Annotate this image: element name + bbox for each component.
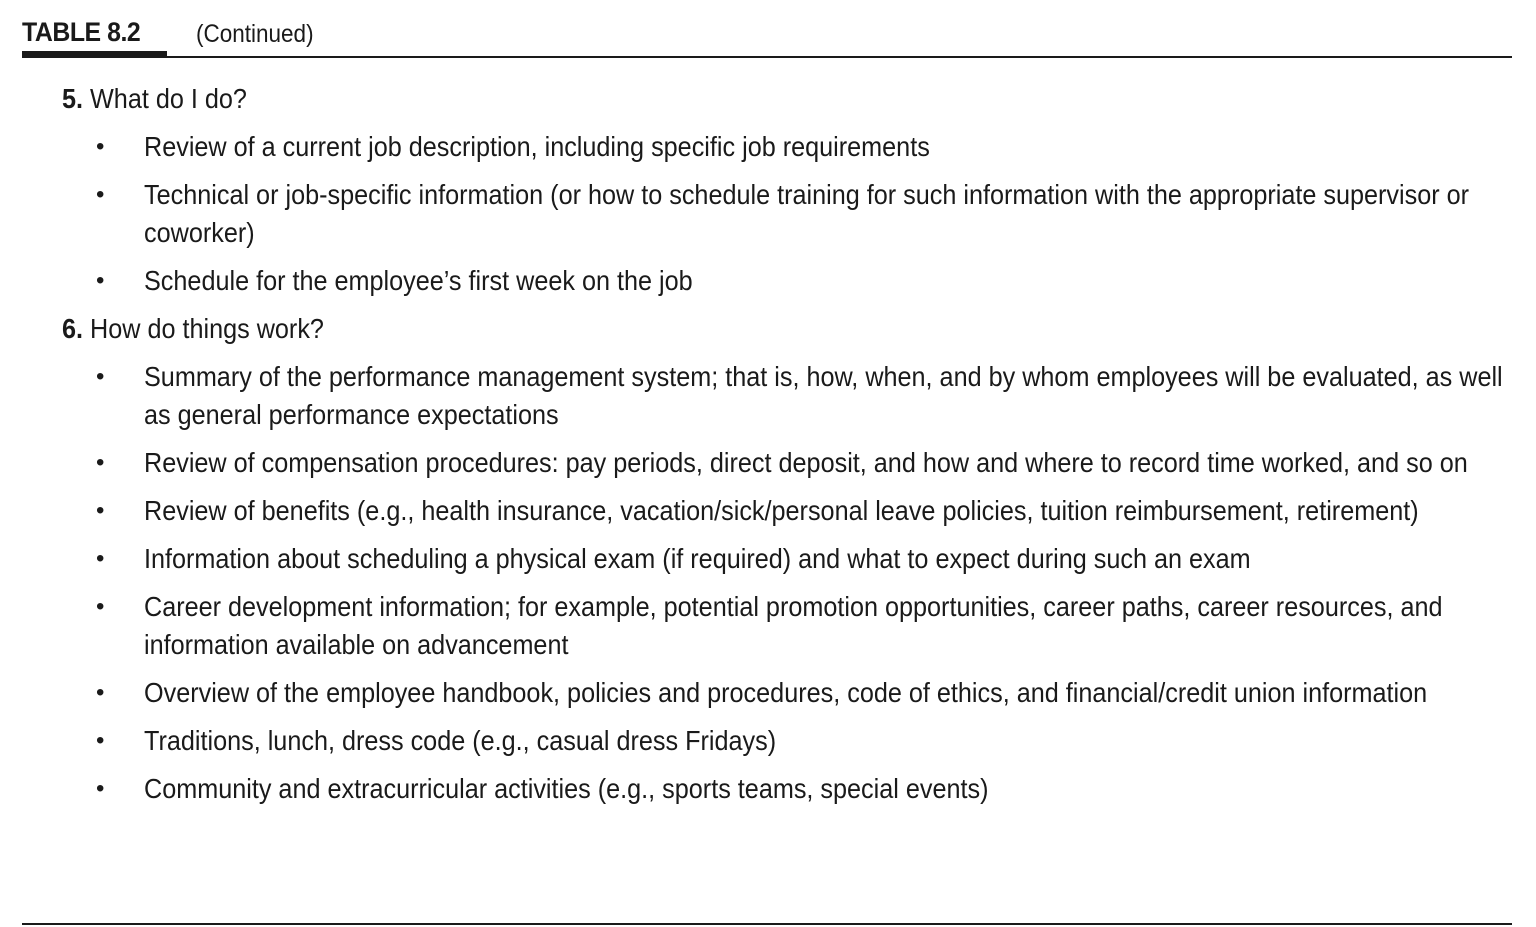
bullet-icon: • [96,449,105,476]
list-item [0,588,1514,664]
section-heading-6 [0,310,1536,348]
list-item-text: Review of compensation procedures: pay periods, direct deposit, and how and where to record time worked, and so on [144,447,1468,478]
bullet-icon: • [96,181,105,208]
bullet-icon: • [96,679,105,706]
bullet-icon: • [96,593,105,620]
list-item-text: Summary of the performance management system; that is, how, when, and by whom employees will be evaluated, as well as general performance expectations [144,361,1503,430]
section-title: What do I do? [90,83,247,114]
table-header [22,14,1512,58]
section-6-list [0,358,1536,808]
list-item-text: Community and extracurricular activities (e.g., sports teams, special events) [144,773,989,804]
table-body [0,80,1536,818]
list-item [0,262,1514,300]
list-item [0,674,1514,712]
list-item-text: Schedule for the employee’s first week on the job [144,265,693,296]
table-label: TABLE 8.2 [22,17,141,47]
bullet-icon: • [96,133,105,160]
list-item [0,492,1514,530]
list-item-text: Information about scheduling a physical exam (if required) and what to expect during such an exam [144,543,1251,574]
list-item-text: Technical or job-specific information (or how to schedule training for such information with the appropriate supervisor or coworker) [144,179,1470,248]
section-heading-5 [0,80,1536,118]
bullet-icon: • [96,545,105,572]
bullet-icon: • [96,497,105,524]
list-item [0,444,1514,482]
section-number: 5. [62,83,84,114]
header-rule [22,56,1512,58]
list-item-text: Traditions, lunch, dress code (e.g., casual dress Fridays) [144,725,777,756]
bottom-rule [22,923,1512,925]
list-item-text: Review of benefits (e.g., health insurance, vacation/sick/personal leave policies, tuition reimbursement, retirement) [144,495,1419,526]
list-item [0,722,1514,760]
bullet-icon: • [96,727,105,754]
bullet-icon: • [96,267,105,294]
list-item [0,176,1514,252]
bullet-icon: • [96,775,105,802]
list-item [0,540,1514,578]
list-item-text: Overview of the employee handbook, policies and procedures, code of ethics, and financial/credit union information [144,677,1428,708]
list-item [0,770,1514,808]
list-item [0,128,1514,166]
continued-label: (Continued) [196,20,314,48]
list-item-text: Career development information; for example, potential promotion opportunities, career paths, career resources, and information available on advancement [144,591,1443,660]
bullet-icon: • [96,363,105,390]
section-5-list [0,128,1536,300]
section-number: 6. [62,313,84,344]
list-item-text: Review of a current job description, including specific job requirements [144,131,930,162]
section-title: How do things work? [90,313,324,344]
list-item [0,358,1514,434]
